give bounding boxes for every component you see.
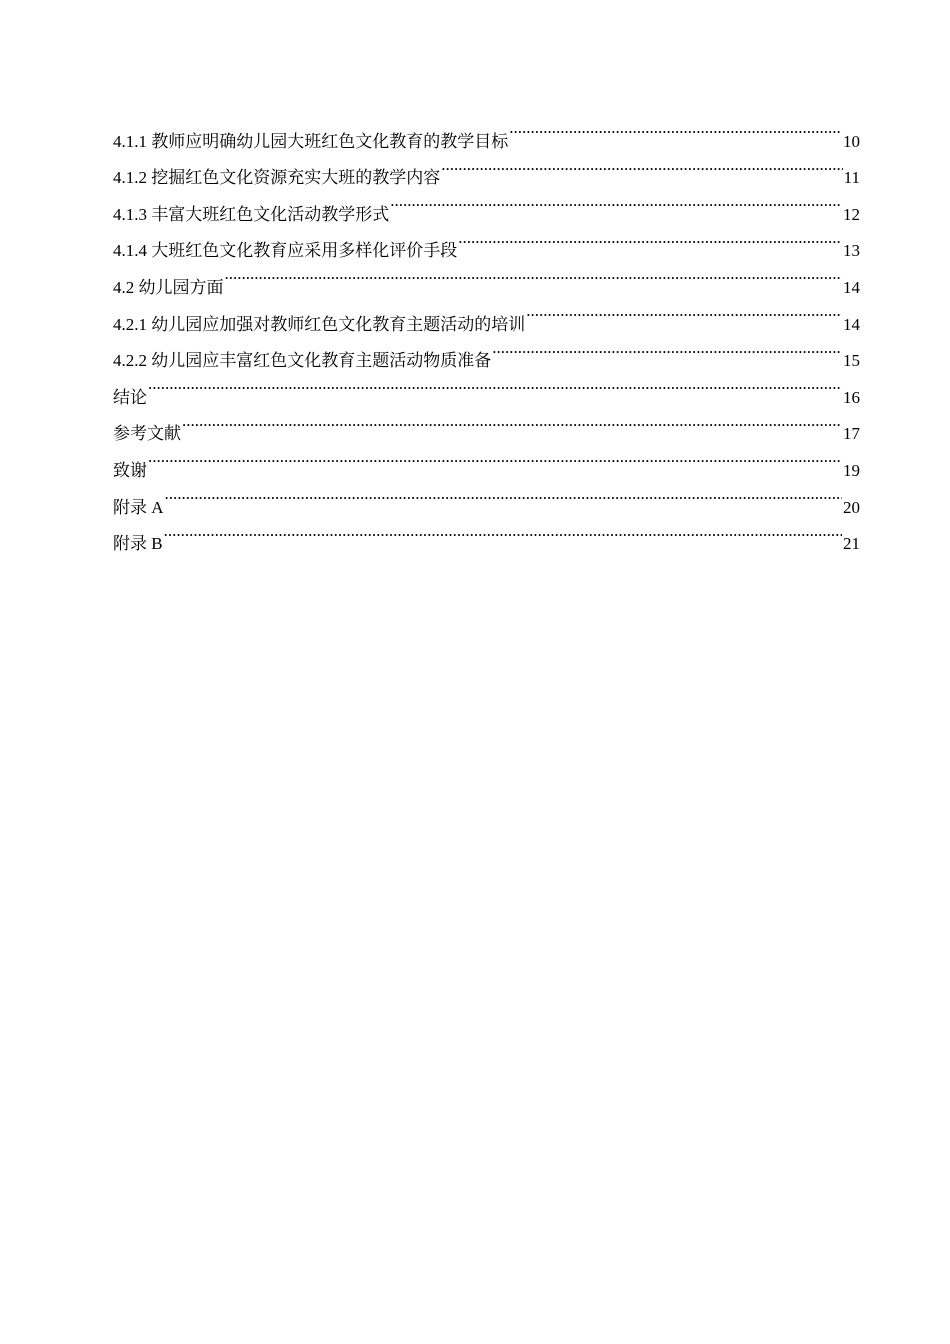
toc-leader-dots (492, 330, 842, 367)
toc-entry-title: 4.1.4 大班红色文化教育应采用多样化评价手段 (113, 241, 458, 261)
toc-entry-page-number: 12 (843, 204, 860, 224)
toc-entry-title: 4.1.1 教师应明确幼儿园大班红色文化教育的教学目标 (113, 131, 509, 151)
toc-entry-title: 4.2.2 幼儿园应丰富红色文化教育主题活动物质准备 (113, 351, 492, 371)
toc-leader-dots (148, 366, 842, 403)
toc-entry-page-number: 16 (843, 387, 860, 407)
toc-entry-page-number: 10 (843, 131, 860, 151)
toc-leader-dots (164, 513, 842, 550)
toc-leader-dots (165, 476, 842, 513)
toc-entry-page-number: 15 (843, 351, 860, 371)
toc-leader-dots (182, 403, 842, 440)
toc-entry-page-number: 19 (843, 460, 860, 480)
toc-entry-title: 结论 (113, 387, 147, 407)
table-of-contents (113, 110, 860, 554)
toc-entry-page-number: 14 (843, 277, 860, 297)
toc-entry-page-number: 14 (843, 314, 860, 334)
toc-entry-title: 4.1.2 挖掘红色文化资源充实大班的教学内容 (113, 168, 441, 188)
toc-leader-dots (509, 110, 842, 147)
toc-entry-title: 附录 A (113, 497, 164, 517)
toc-entry-references[interactable] (113, 403, 860, 444)
toc-entry-title: 致谢 (113, 460, 147, 480)
toc-leader-dots (225, 256, 843, 293)
toc-entry-title: 附录 B (113, 534, 163, 554)
toc-leader-dots (441, 147, 842, 184)
toc-leader-dots (526, 293, 842, 330)
toc-entry-page-number: 21 (843, 534, 860, 554)
toc-entry-title: 4.2.1 幼儿园应加强对教师红色文化教育主题活动的培训 (113, 314, 526, 334)
toc-entry-4-1-1[interactable] (113, 110, 860, 151)
toc-leader-dots (390, 183, 842, 220)
toc-entry-page-number: 20 (843, 497, 860, 517)
toc-entry-page-number: 13 (843, 241, 860, 261)
toc-entry-4-2[interactable] (113, 256, 860, 297)
toc-entry-appendix-b[interactable] (113, 513, 860, 554)
toc-entry-page-number: 17 (843, 424, 860, 444)
toc-entry-page-number: 11 (843, 168, 860, 188)
toc-leader-dots (148, 439, 842, 476)
toc-entry-conclusion[interactable] (113, 366, 860, 407)
toc-entry-acknowledgements[interactable] (113, 439, 860, 480)
toc-entry-title: 4.2 幼儿园方面 (113, 277, 224, 297)
toc-entry-appendix-a[interactable] (113, 476, 860, 517)
toc-entry-title: 参考文献 (113, 424, 181, 444)
toc-entry-4-2-1[interactable] (113, 293, 860, 334)
toc-entry-title: 4.1.3 丰富大班红色文化活动教学形式 (113, 204, 390, 224)
toc-leader-dots (458, 220, 842, 257)
